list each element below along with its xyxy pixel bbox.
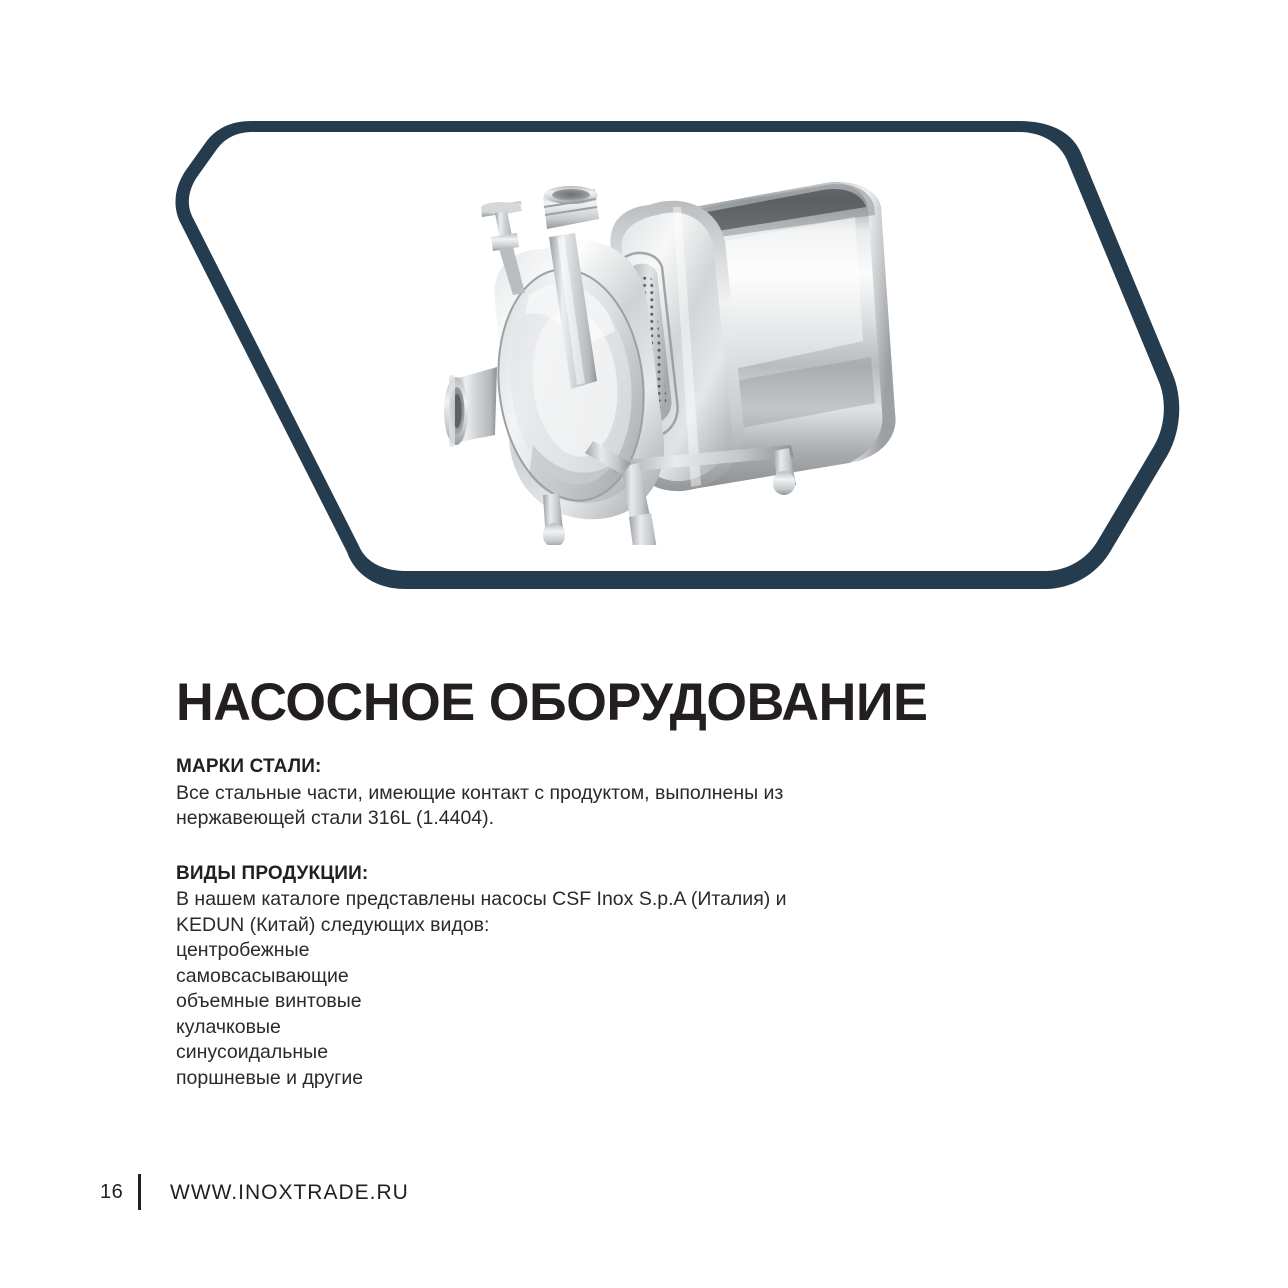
footer-website-url: WWW.INOXTRADE.RU — [170, 1180, 409, 1204]
product-type-item: поршневые и другие — [176, 1066, 364, 1089]
page-footer — [100, 1172, 409, 1212]
foot-right — [773, 471, 795, 495]
product-type-item: объемные винтовые — [176, 990, 362, 1013]
body-line: Все стальные части, имеющие контакт с продуктом, выполнены из — [176, 781, 784, 804]
product-type-item: самовсасывающие — [176, 964, 349, 987]
content-block — [176, 673, 1176, 1091]
page-title: НАСОСНОЕ ОБОРУДОВАНИЕ — [176, 673, 928, 732]
product-type-item: кулачковые — [176, 1015, 281, 1038]
section-product-types — [176, 862, 1176, 1092]
discharge-bore — [552, 189, 590, 201]
section-steel-grades — [176, 755, 1176, 832]
leg-center-lower — [629, 513, 661, 545]
footer-divider — [138, 1174, 141, 1210]
body-line: В нашем каталоге представлены насосы CSF Inox S.p.A (Италия) и — [176, 888, 787, 911]
body-line: нержавеющей стали 316L (1.4404). — [176, 807, 495, 830]
inlet-flange-lip — [449, 375, 455, 447]
page-number: 16 — [100, 1181, 124, 1203]
section-heading-steel-grades: МАРКИ СТАЛИ: — [176, 756, 322, 777]
product-type-item: центробежные — [176, 939, 310, 962]
section-heading-product-types: ВИДЫ ПРОДУКЦИИ: — [176, 862, 369, 884]
product-image-pump — [425, 145, 935, 545]
pump-illustration — [425, 145, 935, 545]
foot-front-left — [543, 523, 565, 545]
section-body-product-types — [176, 887, 1176, 1091]
section-body-steel-grades — [176, 781, 1176, 832]
body-line: KEDUN (Китай) следующих видов: — [176, 913, 490, 936]
hero-banner — [0, 0, 1288, 640]
product-type-item: синусоидальные — [176, 1041, 329, 1064]
